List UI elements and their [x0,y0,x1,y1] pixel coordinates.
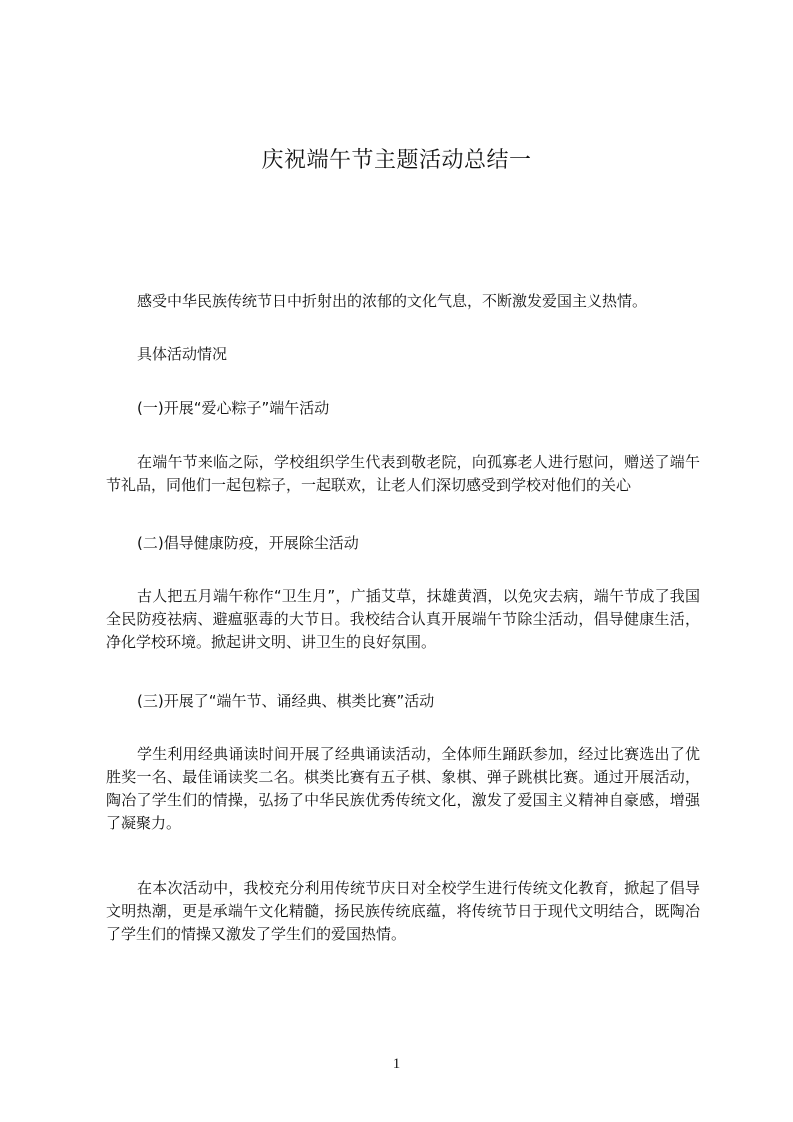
section-heading-3: (三)开展了“端午节、诵经典、棋类比赛”活动 [137,692,435,710]
section-body-1: 在端午节来临之际，学校组织学生代表到敬老院，向孤寡老人进行慰问，赠送了端午节礼品，同他们一起包粽子，一起联欢，让老人们深切感受到学校对他们的关心 [106,453,700,494]
conclusion-paragraph: 在本次活动中，我校充分利用传统节庆日对全校学生进行传统文化教育，掀起了倡导文明热潮，更是承端午文化精髓，扬民族传统底蕴，将传统节日于现代文明结合，既陶冶了学生们的情操又激发了学生们的爱国热情。 [106,879,700,943]
intro-paragraph: 感受中华民族传统节日中折射出的浓郁的文化气息，不断激发爱国主义热情。 [137,292,648,310]
section-heading-1: (一)开展“爱心粽子”端午活动 [137,399,330,417]
page-number: 1 [392,1056,401,1072]
section-heading-2: (二)倡导健康防疫，开展除尘活动 [137,534,359,552]
section-heading-activities: 具体活动情况 [137,345,228,363]
section-body-2: 古人把五月端午称作“卫生月”，广插艾草，抹雄黄酒，以免灾去病，端午节成了我国全民防疫祛病、避瘟驱毒的大节日。我校结合认真开展端午节除尘活动，倡导健康生活，净化学校环境。掀起讲文明、讲卫生的良好氛围。 [106,587,700,651]
document-title: 庆祝端午节主题活动总结一 [261,148,532,173]
section-body-3: 学生利用经典诵读时间开展了经典诵读活动，全体师生踊跃参加，经过比赛选出了优胜奖一名、最佳诵读奖二名。棋类比赛有五子棋、象棋、弹子跳棋比赛。通过开展活动，陶冶了学生们的情操，弘扬了中华民族优秀传统文化，激发了爱国主义精神自豪感，增强了凝聚力。 [106,745,700,832]
